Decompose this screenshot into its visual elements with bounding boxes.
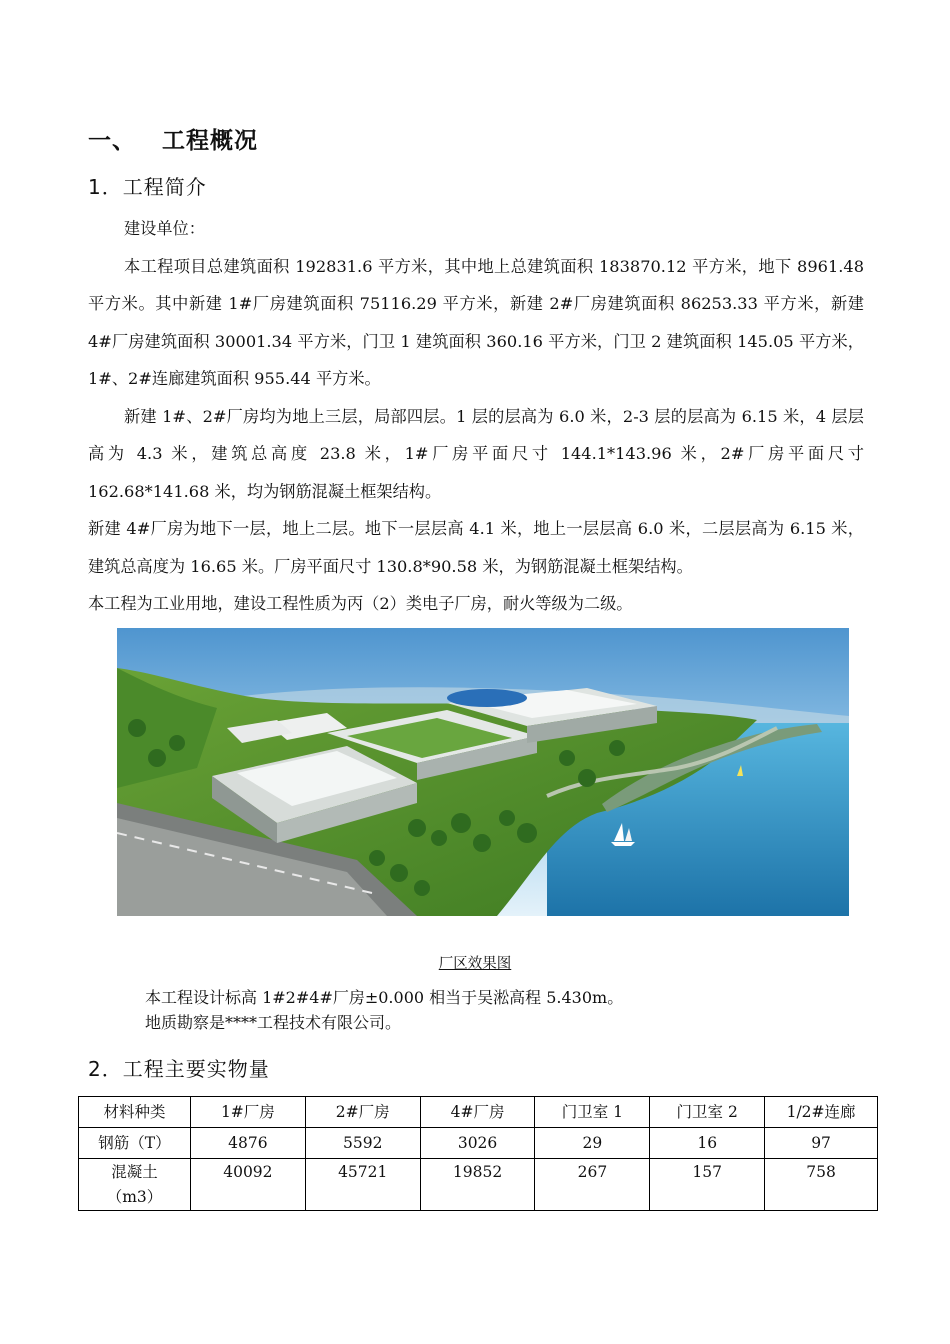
table-cell: 97 — [765, 1128, 878, 1159]
paragraph-area: 本工程项目总建筑面积 192831.6 平方米，其中地上总建筑面积 183870.12 平方米，地下 8961.48 平方米。其中新建 1#厂房建筑面积 75116.29 平方米，新建 2#厂房建筑面积 86253.33 平方米，新建 4#厂房建筑面积 30001.34 平方米，门卫 1 建筑面积 360.16 平方米，门卫 2 建筑面积 145.05 平方米，1#、2#连廊建筑面积 955.44 平方米。 — [88, 256, 864, 388]
table-row — [79, 1159, 878, 1211]
section-heading — [88, 122, 258, 155]
overview-text — [88, 210, 864, 623]
paragraph-factory-4: 新建 4#厂房为地下一层，地上二层。地下一层层高 4.1 米，地上一层层高 6.0 米，二层层高为 6.15 米，建筑总高度为 16.65 米。厂房平面尺寸 130.8*90.58 米，为钢筋混凝土框架结构。 — [88, 519, 864, 576]
survey-note: 地质勘察是****工程技术有限公司。 — [145, 1013, 402, 1032]
table-header-cell: 门卫室 2 — [650, 1097, 765, 1128]
table-header-cell: 门卫室 1 — [535, 1097, 650, 1128]
quantities-table — [78, 1096, 878, 1211]
table-header-cell: 1#厂房 — [190, 1097, 305, 1128]
table-cell: 16 — [650, 1128, 765, 1159]
table-cell: 758 — [765, 1159, 878, 1211]
table-header-cell: 材料种类 — [79, 1097, 191, 1128]
table-header-cell: 4#厂房 — [420, 1097, 535, 1128]
subsection-title-overview: 1．工程简介 — [88, 175, 207, 199]
table-cell: 45721 — [305, 1159, 420, 1211]
table-cell: 267 — [535, 1159, 650, 1211]
image-caption: 厂区效果图 — [438, 956, 512, 972]
section-number: 一、 — [88, 128, 136, 154]
table-cell: 19852 — [420, 1159, 535, 1211]
table-cell: 3026 — [420, 1128, 535, 1159]
table-header-cell: 2#厂房 — [305, 1097, 420, 1128]
table-cell: 混凝土（m3） — [79, 1159, 191, 1211]
table-cell: 29 — [535, 1128, 650, 1159]
table-cell: 5592 — [305, 1128, 420, 1159]
table-row — [79, 1128, 878, 1159]
table-header-row — [79, 1097, 878, 1128]
elevation-note: 本工程设计标高 1#2#4#厂房±0.000 相当于吴淞高程 5.430m。 — [145, 988, 624, 1007]
table-cell: 钢筋（T） — [79, 1128, 191, 1159]
subsection-title-quantities: 2．工程主要实物量 — [88, 1057, 270, 1081]
table-header-cell: 1/2#连廊 — [765, 1097, 878, 1128]
table-cell: 4876 — [190, 1128, 305, 1159]
paragraph-builder: 建设单位： — [124, 219, 205, 238]
paragraph-land-use: 本工程为工业用地，建设工程性质为丙（2）类电子厂房，耐火等级为二级。 — [88, 594, 633, 613]
paragraph-factory-1-2: 新建 1#、2#厂房均为地上三层，局部四层。1 层的层高为 6.0 米，2-3 层的层高为 6.15 米，4 层层高为 4.3 米，建筑总高度 23.8 米，1#厂房平面尺寸 144.1*143.96 米，2#厂房平面尺寸 162.68*141.68 米，均为钢筋混凝土框架结构。 — [88, 406, 864, 501]
site-rendering-image — [117, 628, 849, 916]
table-cell: 40092 — [190, 1159, 305, 1211]
section-title: 工程概况 — [162, 128, 258, 154]
table-cell: 157 — [650, 1159, 765, 1211]
